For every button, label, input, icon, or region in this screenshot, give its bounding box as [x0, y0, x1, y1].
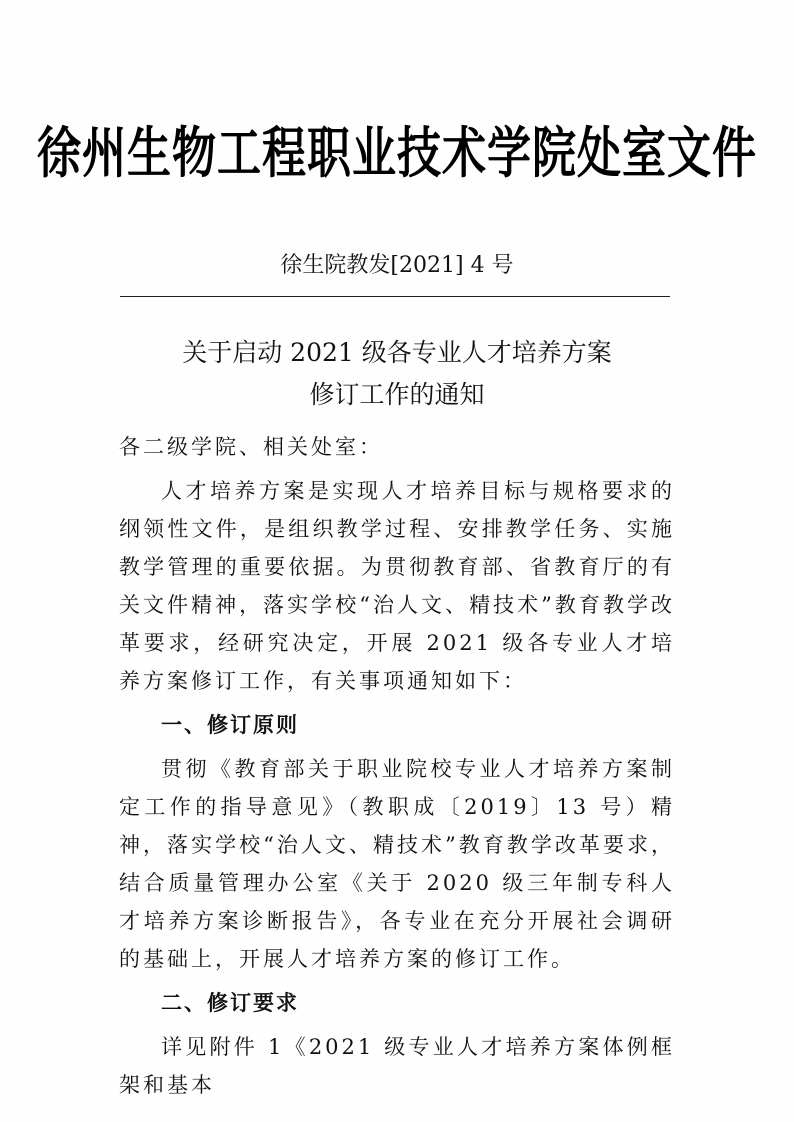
intro-paragraph: 人才培养方案是实现人才培养目标与规格要求的纲领性文件，是组织教学过程、安排教学任务、实施教学管理的重要依据。为贯彻教育部、省教育厅的有关文件精神，落实学校“治人文、精技术”教育教学改革要求，经研究决定，开展 2021 级各专业人才培养方案修订工作，有关事项通知如下：: [119, 479, 675, 693]
section-2-heading: 二、修订要求: [161, 991, 299, 1015]
section-2-paragraph: 详见附件 1《2021 级专业人才培养方案体例框架和基本: [119, 1035, 675, 1097]
notice-title-line-2: 修订工作的通知: [309, 380, 485, 409]
document-body: [119, 428, 675, 1110]
salutation: 各二级学院、相关处室：: [119, 435, 383, 459]
document-number: 徐生院教发[2021] 4 号: [280, 253, 514, 278]
section-1-paragraph: 贯彻《教育部关于职业院校专业人才培养方案制定工作的指导意见》（教职成〔2019〕13 号）精神，落实学校“治人文、精技术”教育教学改革要求，结合质量管理办公室《关于 2020 级三年制专科人才培养方案诊断报告》，各专业在充分开展社会调研的基础上，开展人才培养方案的修订工作。: [119, 757, 675, 971]
section-1-heading: 一、修订原则: [161, 713, 299, 737]
org-title: 徐州生物工程职业技术学院处室文件: [37, 121, 757, 186]
notice-title-line-1: 关于启动 2021 级各专业人才培养方案: [182, 338, 612, 367]
header-divider: [120, 296, 670, 297]
notice-title: [0, 332, 794, 416]
